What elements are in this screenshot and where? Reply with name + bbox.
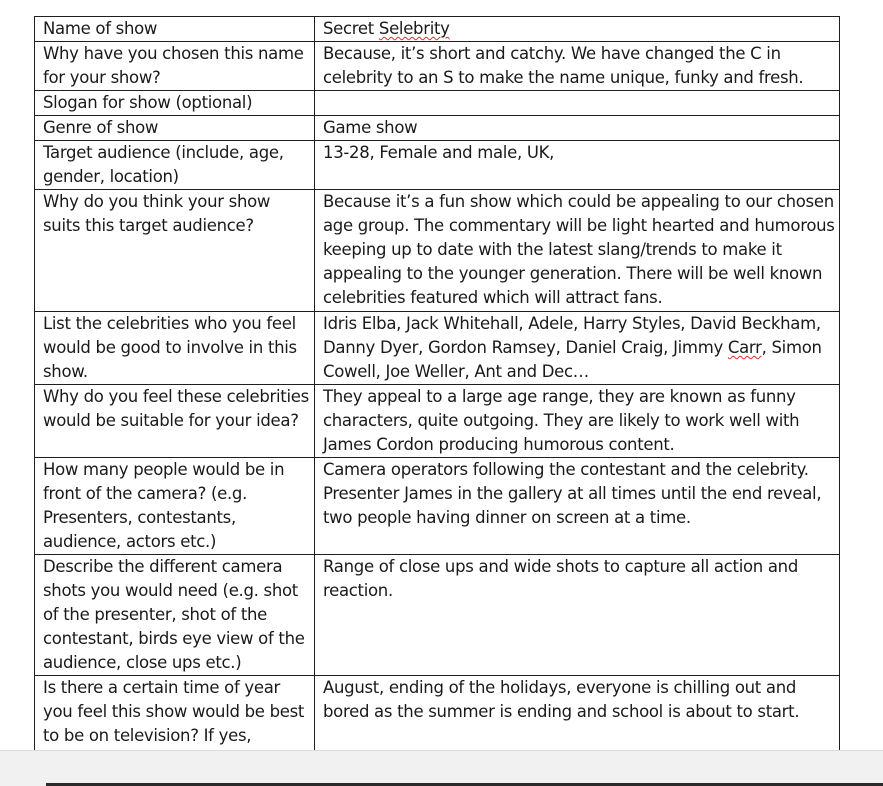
answer-cell[interactable] bbox=[315, 17, 840, 42]
answer-cell[interactable] bbox=[315, 91, 840, 116]
answer-cell[interactable] bbox=[315, 190, 840, 312]
table-row bbox=[35, 676, 840, 751]
table-row bbox=[35, 116, 840, 141]
answer-cell[interactable] bbox=[315, 116, 840, 141]
question-cell[interactable]: Name of show bbox=[35, 17, 315, 42]
answer-text: Because, it’s short and catchy. We have changed the C in celebrity to an S to make the name unique, funky and fresh. bbox=[323, 44, 804, 87]
question-cell[interactable]: Why do you think your show suits this target audience? bbox=[35, 190, 315, 312]
answer-cell[interactable] bbox=[315, 676, 840, 751]
answer-text: Game show bbox=[323, 118, 418, 137]
answer-text: Camera operators following the contestant and the celebrity. Presenter James in the gallery at all times until the end reveal, two people having dinner on screen at a time. bbox=[323, 460, 822, 527]
question-cell[interactable]: Describe the different camera shots you would need (e.g. shot of the presenter, shot of the contestant, birds eye view of the audience, close ups etc.) bbox=[35, 555, 315, 676]
spellcheck-flagged-word[interactable]: Carr bbox=[727, 338, 762, 357]
answer-cell[interactable] bbox=[315, 141, 840, 190]
question-cell[interactable]: Is there a certain time of year you feel this show would be best to be on television? If yes, bbox=[35, 676, 315, 751]
question-cell[interactable]: Genre of show bbox=[35, 116, 315, 141]
table-row bbox=[35, 91, 840, 116]
answer-text: They appeal to a large age range, they are known as funny characters, quite outgoing. They are likely to work well with James Cordon producing humorous content. bbox=[323, 387, 800, 454]
bottom-status-strip bbox=[0, 750, 883, 786]
answer-cell[interactable] bbox=[315, 385, 840, 458]
table-row bbox=[35, 190, 840, 312]
answer-text-continued: , Simon Cowell, Joe Weller, Ant and Dec… bbox=[323, 338, 822, 381]
table-row bbox=[35, 312, 840, 385]
answer-text: Idris Elba, Jack Whitehall, Adele, Harry Styles, David Beckham, Danny Dyer, Gordon Ramsey, Daniel Craig, Jimmy bbox=[323, 314, 821, 357]
table-row bbox=[35, 141, 840, 190]
answer-cell[interactable] bbox=[315, 555, 840, 676]
question-cell[interactable]: Why do you feel these celebrities would be suitable for your idea? bbox=[35, 385, 315, 458]
answer-text: Range of close ups and wide shots to capture all action and reaction. bbox=[323, 557, 799, 600]
table-row bbox=[35, 458, 840, 555]
answer-cell[interactable] bbox=[315, 42, 840, 91]
show-planning-table bbox=[34, 16, 840, 750]
answer-text: 13-28, Female and male, UK, bbox=[323, 143, 555, 162]
question-cell[interactable]: Slogan for show (optional) bbox=[35, 91, 315, 116]
answer-cell[interactable] bbox=[315, 458, 840, 555]
answer-text: Secret bbox=[323, 19, 379, 38]
question-cell[interactable]: How many people would be in front of the camera? (e.g. Presenters, contestants, audience, actors etc.) bbox=[35, 458, 315, 555]
question-cell[interactable]: Target audience (include, age, gender, location) bbox=[35, 141, 315, 190]
spellcheck-flagged-word[interactable]: Selebrity bbox=[378, 19, 450, 38]
table-body bbox=[35, 17, 840, 751]
table-row bbox=[35, 555, 840, 676]
answer-text: Because it’s a fun show which could be appealing to our chosen age group. The commentary will be light hearted and humorous keeping up to date with the latest slang/trends to make it appealing to the younger generation. There will be well known celebrities featured which will attract fans. bbox=[323, 192, 835, 307]
answer-text: August, ending of the holidays, everyone is chilling out and bored as the summer is ending and school is about to start. bbox=[323, 678, 800, 721]
table-row bbox=[35, 385, 840, 458]
question-cell[interactable]: Why have you chosen this name for your show? bbox=[35, 42, 315, 91]
table-row bbox=[35, 42, 840, 91]
table-row bbox=[35, 17, 840, 42]
answer-cell[interactable] bbox=[315, 312, 840, 385]
question-cell[interactable]: List the celebrities who you feel would be good to involve in this show. bbox=[35, 312, 315, 385]
